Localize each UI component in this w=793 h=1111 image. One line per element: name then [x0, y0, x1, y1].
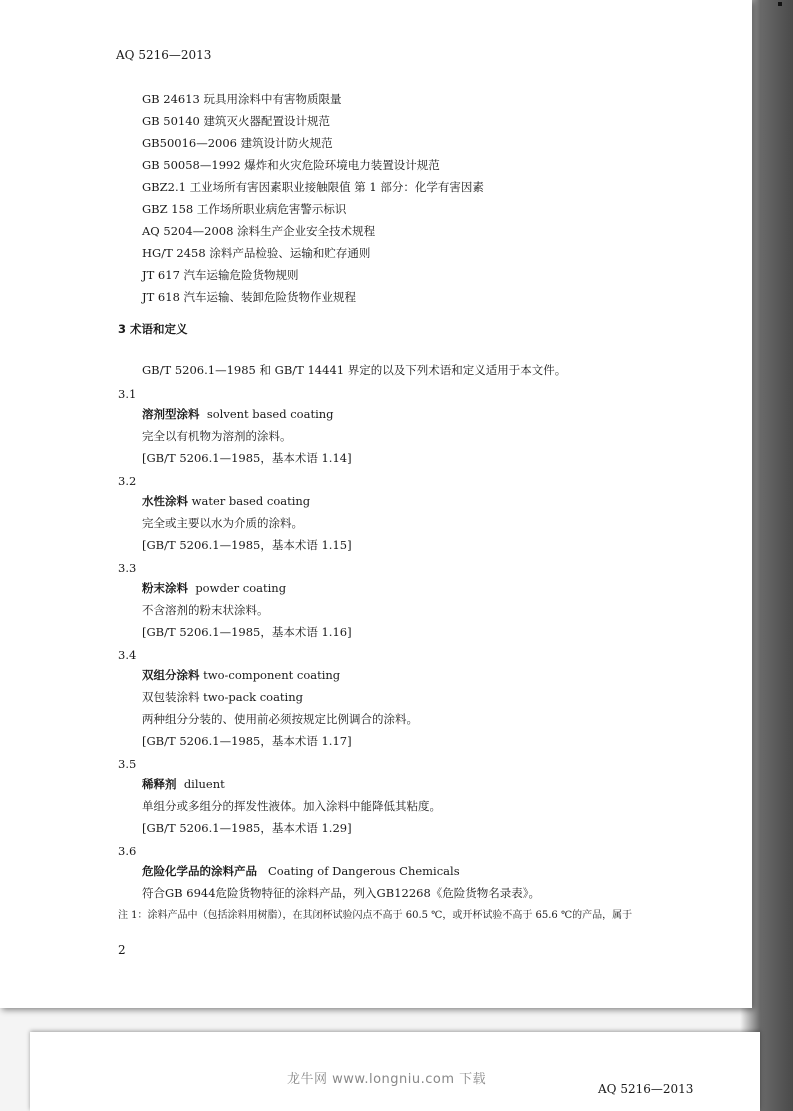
term-en: solvent based coating [206, 407, 334, 421]
reference-item: GB 50058—1992 爆炸和火灾危险环境电力装置设计规范 [142, 158, 440, 172]
term-zh: 溶剂型涂料 [142, 407, 200, 421]
term-definition: 两种组分分装的、使用前必须按规定比例调合的涂料。 [142, 712, 418, 726]
term-definition: 完全以有机物为溶剂的涂料。 [142, 429, 292, 443]
reference-item: GB 24613 玩具用涂料中有害物质限量 [142, 92, 342, 106]
scan-corner-mark [778, 2, 782, 6]
term-number: 3.5 [118, 757, 137, 771]
term-en: Coating of Dangerous Chemicals [267, 864, 460, 878]
term-definition: 完全或主要以水为介质的涂料。 [142, 516, 303, 530]
term-heading [142, 668, 340, 682]
term-heading [142, 777, 225, 791]
term-zh: 稀释剂 [142, 777, 177, 791]
reference-item: GBZ 158 工作场所职业病危害警示标识 [142, 202, 347, 216]
term-definition: 不含溶剂的粉末状涂料。 [142, 603, 269, 617]
reference-item: GBZ2.1 工业场所有害因素职业接触限值 第 1 部分：化学有害因素 [142, 180, 484, 194]
term-en: two-component coating [203, 668, 341, 682]
term-en: diluent [183, 777, 225, 791]
term-number: 3.3 [118, 561, 137, 575]
reference-item: GB50016—2006 建筑设计防火规范 [142, 136, 333, 150]
term-definition: 单组分或多组分的挥发性液体。加入涂料中能降低其粘度。 [142, 799, 441, 813]
term-number: 3.2 [118, 474, 137, 488]
term-heading [142, 407, 334, 421]
term-number: 3.4 [118, 648, 137, 662]
term-heading [142, 864, 460, 878]
term-source: [GB/T 5206.1—1985，基本术语 1.15] [142, 538, 352, 552]
reference-item: AQ 5204—2008 涂料生产企业安全技术规程 [142, 224, 376, 238]
term-number: 3.1 [118, 387, 137, 401]
section-intro: GB/T 5206.1—1985 和 GB/T 14441 界定的以及下列术语和定义适用于本文件。 [142, 363, 567, 377]
term-source: [GB/T 5206.1—1985，基本术语 1.16] [142, 625, 352, 639]
next-page-doc-code: AQ 5216—2013 [598, 1082, 694, 1096]
term-zh: 危险化学品的涂料产品 [142, 864, 257, 878]
term-zh: 水性涂料 [142, 494, 188, 508]
term-heading [142, 581, 286, 595]
term-en: powder coating [195, 581, 287, 595]
reference-item: JT 618 汽车运输、装卸危险货物作业规程 [142, 290, 357, 304]
term-source: [GB/T 5206.1—1985，基本术语 1.17] [142, 734, 352, 748]
reference-item: JT 617 汽车运输危险货物规则 [142, 268, 299, 282]
term-definition: 符合GB 6944危险货物特征的涂料产品，列入GB12268《危险货物名录表》。 [142, 886, 541, 900]
doc-header-code: AQ 5216—2013 [116, 48, 212, 62]
term-heading [142, 494, 310, 508]
reference-item: HG/T 2458 涂料产品检验、运输和贮存通则 [142, 246, 371, 260]
page-number: 2 [118, 943, 126, 957]
watermark-text: 龙牛网 www.longniu.com 下载 [287, 1072, 487, 1087]
term-source: [GB/T 5206.1—1985，基本术语 1.29] [142, 821, 352, 835]
term-zh: 双组分涂料 [142, 668, 200, 682]
term-alt-name: 双包装涂料 two-pack coating [142, 690, 303, 704]
section-title: 3 术语和定义 [118, 322, 188, 336]
note-text: 注 1：涂料产品中（包括涂料用树脂），在其闭杯试验闪点不高于 60.5 ℃，或开杯试验不高于 65.6 ℃的产品，属于 [118, 910, 633, 921]
term-source: [GB/T 5206.1—1985，基本术语 1.14] [142, 451, 352, 465]
reference-item: GB 50140 建筑灭火器配置设计规范 [142, 114, 331, 128]
term-number: 3.6 [118, 844, 137, 858]
term-en: water based coating [191, 494, 311, 508]
term-zh: 粉末涂料 [142, 581, 188, 595]
